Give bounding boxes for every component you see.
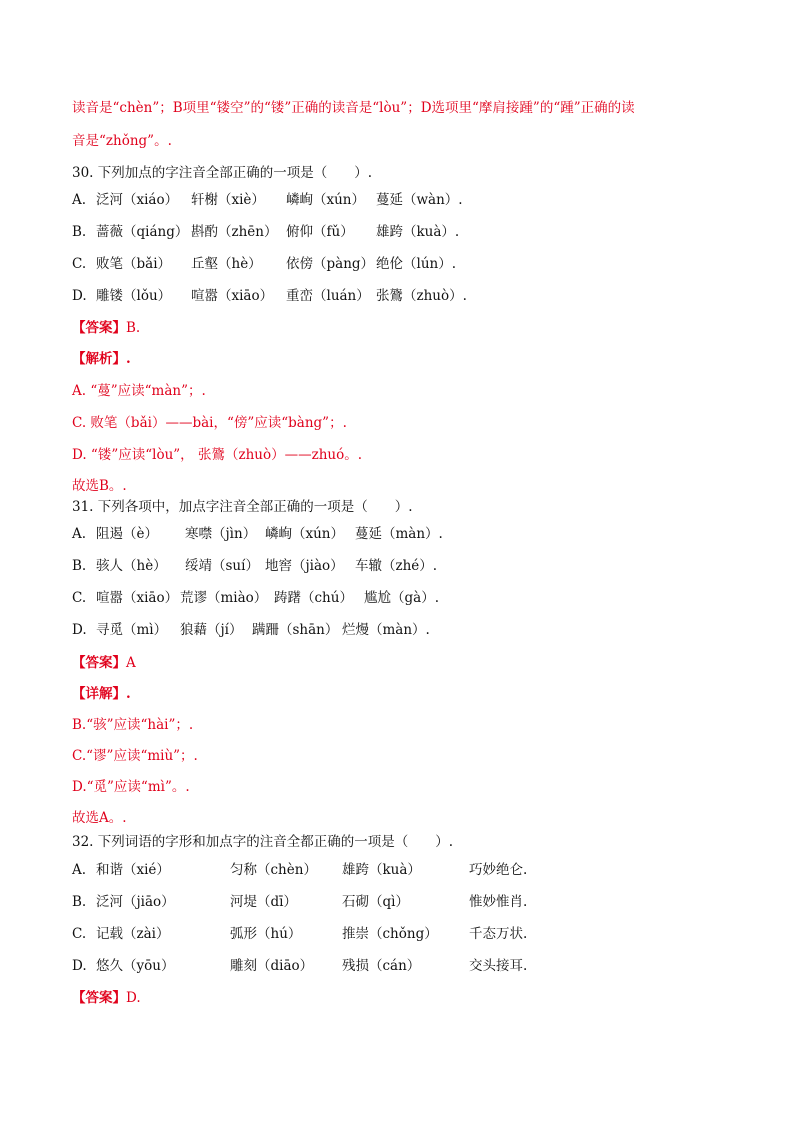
option-item: 和谐（xié） bbox=[96, 862, 170, 878]
option-item: 张鷟（zhuò）. bbox=[376, 288, 467, 304]
option-letter: B. bbox=[72, 894, 87, 910]
option-letter: A. bbox=[72, 526, 87, 542]
q30-analysis-line: A. “蔓”应读“màn”；. bbox=[72, 383, 206, 399]
option-item: 寒噤（jìn） bbox=[185, 526, 257, 542]
option-item: 悠久（yōu） bbox=[96, 958, 175, 974]
option-item: 蔓延（wàn）. bbox=[376, 192, 463, 208]
answer-value: B. bbox=[126, 320, 141, 336]
option-item: 嶙峋（xún） bbox=[265, 526, 345, 542]
prev-explanation-line-1: 读音是“chèn”；B项里“镂空”的“镂”正确的读音是“lòu”；D选项里“摩肩接踵”的“踵”正确的读 bbox=[72, 100, 635, 116]
answer-label: 【答案】 bbox=[72, 320, 126, 336]
option-item: 雕刻（diāo） bbox=[230, 958, 314, 974]
option-letter: D. bbox=[72, 958, 87, 974]
question-31-stem: 31. 下列各项中，加点字注音全部正确的一项是（ ）. bbox=[72, 499, 413, 515]
option-item: 斟酌（zhēn） bbox=[191, 224, 278, 240]
q30-conclusion: 故选B。. bbox=[72, 478, 127, 494]
option-item: 绥靖（suí） bbox=[185, 558, 259, 574]
option-item: 踌躇（chú） bbox=[274, 590, 353, 606]
option-item: 雕镂（lǒu） bbox=[96, 288, 172, 304]
option-item: 寻觅（mì） bbox=[96, 622, 168, 638]
answer-value: A bbox=[126, 655, 136, 671]
option-item: 败笔（bǎi） bbox=[96, 256, 172, 272]
option-item: 重峦（luán） bbox=[286, 288, 370, 304]
option-item: 泛河（jiāo） bbox=[96, 894, 175, 910]
option-letter: A. bbox=[72, 862, 87, 878]
option-item: 千态万状. bbox=[469, 926, 528, 942]
q30-answer bbox=[72, 318, 140, 338]
option-letter: A. bbox=[72, 192, 87, 208]
option-item: 依傍（pàng） bbox=[286, 256, 375, 272]
option-item: 阻遏（è） bbox=[96, 526, 158, 542]
option-item: 喧嚣（xiāo） bbox=[96, 590, 179, 606]
option-item: 惟妙惟肖. bbox=[469, 894, 528, 910]
option-item: 尴尬（gà）. bbox=[364, 590, 439, 606]
option-letter: B. bbox=[72, 558, 87, 574]
option-item: 记载（zài） bbox=[96, 926, 170, 942]
q31-analysis-label: 【详解】. bbox=[72, 686, 131, 702]
q31-conclusion: 故选A。. bbox=[72, 810, 127, 826]
q31-answer bbox=[72, 653, 136, 673]
option-letter: C. bbox=[72, 256, 87, 272]
option-item: 石砌（qì） bbox=[342, 894, 409, 910]
q31-analysis-line: B.“骇”应读“hài”；. bbox=[72, 717, 194, 733]
prev-explanation-line-2: 音是“zhǒng”。. bbox=[72, 133, 172, 149]
answer-label: 【答案】 bbox=[72, 990, 126, 1006]
option-item: 烂熳（màn）. bbox=[342, 622, 430, 638]
option-item: 俯仰（fǔ） bbox=[286, 224, 354, 240]
option-item: 蔷薇（qiáng） bbox=[96, 224, 189, 240]
q31-analysis-line: D.“觅”应读“mì”。. bbox=[72, 779, 190, 795]
q30-analysis-line: C. 败笔（bǎi）——bài，“傍”应读“bàng”；. bbox=[72, 415, 347, 431]
option-item: 荒谬（miào） bbox=[180, 590, 268, 606]
option-item: 泛河（xiáo） bbox=[96, 192, 179, 208]
option-item: 车辙（zhé）. bbox=[355, 558, 438, 574]
q30-analysis-line: D. “镂”应读“lòu”， 张鷟（zhuò）——zhuó。. bbox=[72, 447, 363, 463]
option-item: 嶙峋（xún） bbox=[286, 192, 366, 208]
q31-analysis-line: C.“谬”应读“miù”；. bbox=[72, 748, 198, 764]
option-item: 喧嚣（xiāo） bbox=[191, 288, 274, 304]
option-item: 推崇（chǒng） bbox=[342, 926, 438, 942]
answer-label: 【答案】 bbox=[72, 655, 126, 671]
option-letter: D. bbox=[72, 288, 87, 304]
option-item: 绝伦（lún）. bbox=[376, 256, 456, 272]
option-item: 河堤（dī） bbox=[230, 894, 297, 910]
option-item: 弧形（hú） bbox=[230, 926, 302, 942]
option-item: 残损（cán） bbox=[342, 958, 421, 974]
option-item: 蔓延（màn）. bbox=[355, 526, 443, 542]
q30-analysis-label: 【解析】. bbox=[72, 351, 131, 367]
option-letter: C. bbox=[72, 590, 87, 606]
answer-value: D. bbox=[126, 990, 141, 1006]
question-30-stem: 30. 下列加点的字注音全部正确的一项是（ ）. bbox=[72, 165, 373, 181]
option-item: 狼藉（jí） bbox=[180, 622, 243, 638]
option-item: 雄跨（kuà）. bbox=[376, 224, 460, 240]
option-item: 轩榭（xiè） bbox=[191, 192, 265, 208]
option-item: 丘壑（hè） bbox=[191, 256, 262, 272]
option-item: 交头接耳. bbox=[469, 958, 528, 974]
q32-answer bbox=[72, 988, 141, 1008]
option-item: 巧妙绝仑. bbox=[469, 862, 528, 878]
option-letter: B. bbox=[72, 224, 87, 240]
option-letter: C. bbox=[72, 926, 87, 942]
option-letter: D. bbox=[72, 622, 87, 638]
option-item: 骇人（hè） bbox=[96, 558, 167, 574]
option-item: 地窖（jiào） bbox=[265, 558, 344, 574]
option-item: 雄跨（kuà） bbox=[342, 862, 421, 878]
option-item: 匀称（chèn） bbox=[230, 862, 317, 878]
option-item: 蹒跚（shān） bbox=[252, 622, 339, 638]
question-32-stem: 32. 下列词语的字形和加点字的注音全都正确的一项是（ ）. bbox=[72, 834, 454, 850]
